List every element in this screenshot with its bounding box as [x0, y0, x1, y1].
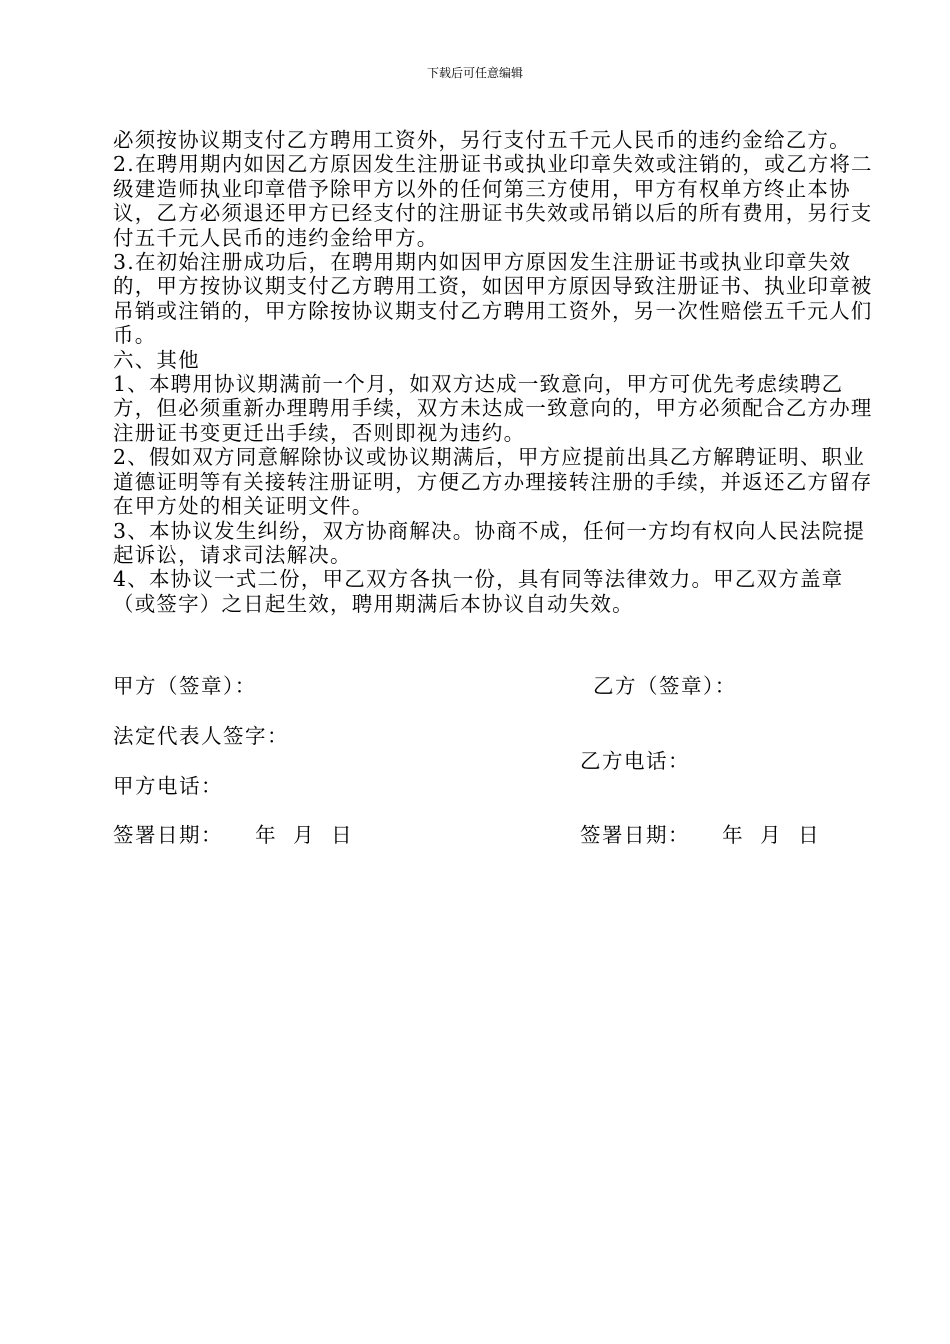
party-b-date-label: 签署日期： 年 月 日 — [580, 823, 821, 847]
party-b-phone-label: 乙方电话： — [580, 749, 690, 773]
agreement-body — [113, 128, 883, 616]
legal-rep-sign-label: 法定代表人签字： — [113, 724, 289, 748]
paragraph-other-4: 4、本协议一式二份，甲乙双方各执一份，具有同等法律效力。甲乙双方盖章（或签字）之日起生效，聘用期满后本协议自动失效。 — [113, 567, 844, 616]
party-a-phone-label: 甲方电话： — [113, 774, 223, 798]
party-b-seal-label: 乙方（签章）： — [593, 674, 737, 698]
paragraph-breach-continuation: 必须按协议期支付乙方聘用工资外，另行支付五千元人民币的违约金给乙方。 — [113, 128, 851, 152]
paragraph-clause-3: 3.在初始注册成功后，在聘用期内如因甲方原因发生注册证书或执业印章失效的，甲方按协议期支付乙方聘用工资，如因甲方原因导致注册证书、执业印章被吊销或注销的，甲方除按协议期支付乙方聘用工资外，另一次性赔偿五千元人们币。 — [113, 250, 873, 348]
page-header: 下载后可任意编辑 — [426, 66, 523, 80]
paragraph-other-3: 3、本协议发生纠纷，双方协商解决。协商不成，任何一方均有权向人民法院提起诉讼，请求司法解决。 — [113, 518, 866, 567]
paragraph-other-2: 2、假如双方同意解除协议或协议期满后，甲方应提前出具乙方解聘证明、职业道德证明等有关接转注册证明，方便乙方办理接转注册的手续，并返还乙方留存在甲方处的相关证明文件。 — [113, 445, 873, 519]
party-a-date-label: 签署日期： 年 月 日 — [113, 823, 354, 847]
paragraph-other-1: 1、本聘用协议期满前一个月，如双方达成一致意向，甲方可优先考虑续聘乙方，但必须重新办理聘用手续，双方未达成一致意向的，甲方必须配合乙方办理注册证书变更迁出手续，否则即视为违约。 — [113, 372, 873, 445]
paragraph-clause-2: 2.在聘用期内如因乙方原因发生注册证书或执业印章失效或注销的，或乙方将二级建造师执业印章借予除甲方以外的任何第三方使用，甲方有权单方终止本协议，乙方必须退还甲方已经支付的注册证书失效或吊销以后的所有费用，另行支付五千元人民币的违约金给甲方。 — [113, 152, 873, 250]
party-a-seal-label: 甲方（签章）： — [113, 674, 257, 698]
section-heading-other: 六、其他 — [113, 347, 200, 372]
